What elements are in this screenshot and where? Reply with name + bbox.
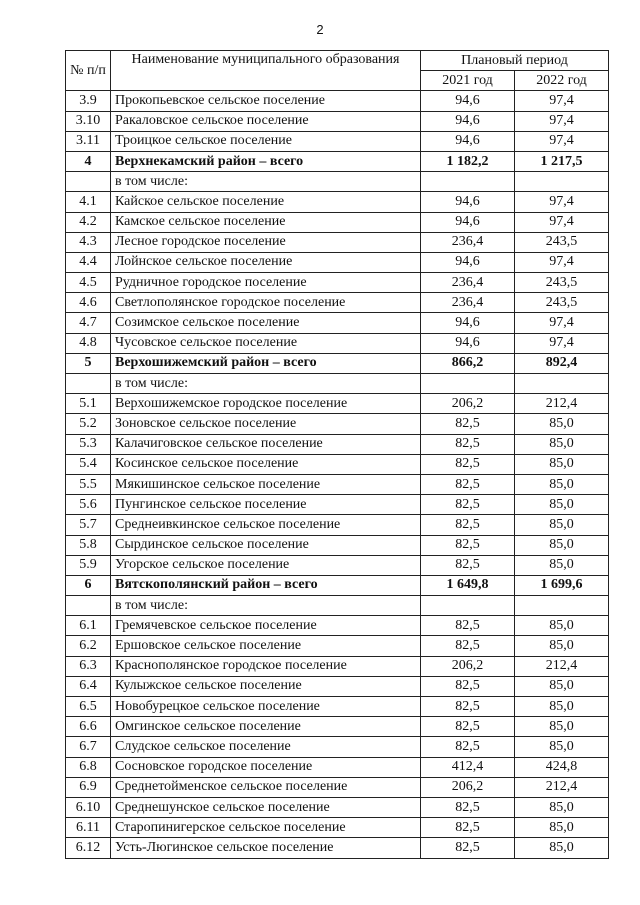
table-row (66, 575, 609, 595)
table-row (66, 515, 609, 535)
row-name: Верхнекамский район – всего (111, 151, 421, 171)
row-name: Верхошижемское городское поселение (111, 394, 421, 414)
row-value-2021: 94,6 (421, 131, 515, 151)
row-value-2022: 243,5 (515, 232, 609, 252)
table-row (66, 616, 609, 636)
table-row (66, 555, 609, 575)
row-value-2021: 206,2 (421, 656, 515, 676)
row-name: Лойнское сельское поселение (111, 252, 421, 272)
row-value-2021 (421, 596, 515, 616)
row-name: Старопинигерское сельское поселение (111, 818, 421, 838)
table-row (66, 111, 609, 131)
table-row (66, 232, 609, 252)
row-number: 6.2 (66, 636, 111, 656)
table-row (66, 818, 609, 838)
row-name: Пунгинское сельское поселение (111, 495, 421, 515)
table-row (66, 252, 609, 272)
row-name: Среднетойменское сельское поселение (111, 777, 421, 797)
row-value-2021: 82,5 (421, 818, 515, 838)
row-value-2022: 97,4 (515, 91, 609, 111)
row-value-2022: 212,4 (515, 656, 609, 676)
row-name: Камское сельское поселение (111, 212, 421, 232)
row-value-2021: 82,5 (421, 474, 515, 494)
row-number (66, 596, 111, 616)
row-name: в том числе: (111, 172, 421, 192)
row-value-2022: 85,0 (515, 414, 609, 434)
row-number: 6.10 (66, 797, 111, 817)
row-name: Усть-Люгинское сельское поселение (111, 838, 421, 858)
table-row (66, 596, 609, 616)
row-number: 4.1 (66, 192, 111, 212)
table-row (66, 374, 609, 394)
row-value-2021: 82,5 (421, 616, 515, 636)
row-name: Угорское сельское поселение (111, 555, 421, 575)
table-row (66, 535, 609, 555)
table-row (66, 212, 609, 232)
row-number: 6 (66, 575, 111, 595)
table-row (66, 697, 609, 717)
row-value-2022: 85,0 (515, 454, 609, 474)
row-number: 4.2 (66, 212, 111, 232)
row-number: 3.10 (66, 111, 111, 131)
header-period: Плановый период (421, 51, 609, 71)
row-value-2021: 236,4 (421, 232, 515, 252)
row-number: 3.11 (66, 131, 111, 151)
row-value-2022 (515, 172, 609, 192)
row-value-2022: 85,0 (515, 838, 609, 858)
table-row (66, 737, 609, 757)
row-number: 6.1 (66, 616, 111, 636)
table-row (66, 434, 609, 454)
row-number: 3.9 (66, 91, 111, 111)
row-value-2022: 85,0 (515, 737, 609, 757)
row-name: Ершовское сельское поселение (111, 636, 421, 656)
row-name: Кулыжское сельское поселение (111, 676, 421, 696)
row-value-2022: 85,0 (515, 616, 609, 636)
table-row (66, 777, 609, 797)
row-value-2022: 892,4 (515, 353, 609, 373)
table-row (66, 414, 609, 434)
row-value-2021: 412,4 (421, 757, 515, 777)
row-value-2021: 82,5 (421, 797, 515, 817)
row-name: Верхошижемский район – всего (111, 353, 421, 373)
row-number: 5 (66, 353, 111, 373)
row-value-2021: 82,5 (421, 434, 515, 454)
row-value-2021: 94,6 (421, 212, 515, 232)
row-name: Слудское сельское поселение (111, 737, 421, 757)
table-row (66, 313, 609, 333)
row-value-2021: 236,4 (421, 273, 515, 293)
header-year-2021: 2021 год (421, 71, 515, 91)
row-value-2021: 82,5 (421, 414, 515, 434)
row-value-2022: 85,0 (515, 636, 609, 656)
table-row (66, 656, 609, 676)
table-row (66, 717, 609, 737)
row-value-2022: 85,0 (515, 717, 609, 737)
row-value-2022: 1 217,5 (515, 151, 609, 171)
row-number: 6.8 (66, 757, 111, 777)
row-name: Омгинское сельское поселение (111, 717, 421, 737)
row-value-2022: 97,4 (515, 313, 609, 333)
row-number: 5.9 (66, 555, 111, 575)
table-row (66, 172, 609, 192)
row-name: Троицкое сельское поселение (111, 131, 421, 151)
row-value-2021: 82,5 (421, 495, 515, 515)
header-name: Наименование муниципального образования (111, 51, 421, 91)
row-name: Мякишинское сельское поселение (111, 474, 421, 494)
row-number: 5.1 (66, 394, 111, 414)
table-row (66, 797, 609, 817)
row-value-2021: 94,6 (421, 192, 515, 212)
table-row (66, 636, 609, 656)
municipal-table (65, 50, 609, 859)
row-value-2021: 1 649,8 (421, 575, 515, 595)
row-value-2022: 85,0 (515, 555, 609, 575)
row-value-2021: 82,5 (421, 838, 515, 858)
page-number: 2 (316, 22, 324, 37)
row-value-2021: 94,6 (421, 313, 515, 333)
row-value-2021: 82,5 (421, 555, 515, 575)
row-number: 4.4 (66, 252, 111, 272)
table-row (66, 394, 609, 414)
row-value-2021: 82,5 (421, 737, 515, 757)
row-name: Ракаловское сельское поселение (111, 111, 421, 131)
row-value-2021: 1 182,2 (421, 151, 515, 171)
row-value-2021 (421, 374, 515, 394)
row-number: 6.9 (66, 777, 111, 797)
row-value-2021: 236,4 (421, 293, 515, 313)
row-value-2022: 97,4 (515, 333, 609, 353)
row-value-2022: 212,4 (515, 394, 609, 414)
row-number: 5.2 (66, 414, 111, 434)
header-year-2022: 2022 год (515, 71, 609, 91)
row-number: 6.5 (66, 697, 111, 717)
row-value-2022: 97,4 (515, 131, 609, 151)
row-number: 5.6 (66, 495, 111, 515)
table-row (66, 131, 609, 151)
row-name: Созимское сельское поселение (111, 313, 421, 333)
row-number: 4.5 (66, 273, 111, 293)
row-value-2022: 212,4 (515, 777, 609, 797)
row-value-2021: 206,2 (421, 777, 515, 797)
row-number: 4 (66, 151, 111, 171)
row-name: Новобурецкое сельское поселение (111, 697, 421, 717)
row-number: 6.4 (66, 676, 111, 696)
table-row (66, 192, 609, 212)
row-number: 5.8 (66, 535, 111, 555)
row-number: 5.5 (66, 474, 111, 494)
row-name: в том числе: (111, 596, 421, 616)
row-name: Чусовское сельское поселение (111, 333, 421, 353)
row-name: Лесное городское поселение (111, 232, 421, 252)
row-value-2022: 97,4 (515, 212, 609, 232)
row-value-2022 (515, 374, 609, 394)
row-value-2022: 424,8 (515, 757, 609, 777)
row-name: Среднешунское сельское поселение (111, 797, 421, 817)
row-name: Сырдинское сельское поселение (111, 535, 421, 555)
row-number: 4.8 (66, 333, 111, 353)
row-number: 6.12 (66, 838, 111, 858)
table-row (66, 293, 609, 313)
row-name: Среднеивкинское сельское поселение (111, 515, 421, 535)
row-name: Гремячевское сельское поселение (111, 616, 421, 636)
row-value-2022: 243,5 (515, 273, 609, 293)
row-number: 6.7 (66, 737, 111, 757)
row-number: 5.3 (66, 434, 111, 454)
row-value-2021: 94,6 (421, 111, 515, 131)
header-number: № п/п (66, 51, 111, 91)
table-row (66, 676, 609, 696)
row-value-2022: 97,4 (515, 111, 609, 131)
row-number: 6.11 (66, 818, 111, 838)
row-number: 5.4 (66, 454, 111, 474)
row-value-2022 (515, 596, 609, 616)
row-value-2022: 85,0 (515, 797, 609, 817)
row-value-2021: 82,5 (421, 697, 515, 717)
row-number (66, 172, 111, 192)
row-number: 4.6 (66, 293, 111, 313)
row-name: в том числе: (111, 374, 421, 394)
row-value-2021: 866,2 (421, 353, 515, 373)
row-value-2022: 97,4 (515, 252, 609, 272)
row-value-2022: 85,0 (515, 535, 609, 555)
row-number: 4.3 (66, 232, 111, 252)
table-row (66, 353, 609, 373)
row-value-2021: 82,5 (421, 535, 515, 555)
row-value-2022: 243,5 (515, 293, 609, 313)
row-value-2022: 85,0 (515, 495, 609, 515)
row-value-2022: 85,0 (515, 697, 609, 717)
table-row (66, 151, 609, 171)
row-number: 5.7 (66, 515, 111, 535)
row-value-2021: 82,5 (421, 515, 515, 535)
row-value-2021 (421, 172, 515, 192)
table-row (66, 273, 609, 293)
row-number: 4.7 (66, 313, 111, 333)
table-body (66, 91, 609, 858)
row-name: Зоновское сельское поселение (111, 414, 421, 434)
row-value-2021: 94,6 (421, 91, 515, 111)
row-name: Косинское сельское поселение (111, 454, 421, 474)
row-value-2022: 85,0 (515, 474, 609, 494)
row-value-2022: 85,0 (515, 676, 609, 696)
row-number (66, 374, 111, 394)
table-row (66, 838, 609, 858)
row-value-2021: 82,5 (421, 676, 515, 696)
row-name: Кайское сельское поселение (111, 192, 421, 212)
row-number: 6.6 (66, 717, 111, 737)
row-value-2022: 1 699,6 (515, 575, 609, 595)
row-value-2022: 85,0 (515, 434, 609, 454)
row-value-2021: 82,5 (421, 454, 515, 474)
table-row (66, 454, 609, 474)
row-value-2022: 85,0 (515, 515, 609, 535)
row-name: Светлополянское городское поселение (111, 293, 421, 313)
table-row (66, 474, 609, 494)
row-value-2021: 82,5 (421, 636, 515, 656)
row-value-2022: 97,4 (515, 192, 609, 212)
table-row (66, 91, 609, 111)
row-name: Калачиговское сельское поселение (111, 434, 421, 454)
row-number: 6.3 (66, 656, 111, 676)
row-name: Краснополянское городское поселение (111, 656, 421, 676)
row-name: Рудничное городское поселение (111, 273, 421, 293)
row-name: Вятскополянский район – всего (111, 575, 421, 595)
table-row (66, 757, 609, 777)
row-name: Сосновское городское поселение (111, 757, 421, 777)
row-name: Прокопьевское сельское поселение (111, 91, 421, 111)
table-row (66, 495, 609, 515)
row-value-2021: 206,2 (421, 394, 515, 414)
row-value-2021: 94,6 (421, 333, 515, 353)
row-value-2021: 94,6 (421, 252, 515, 272)
table-row (66, 333, 609, 353)
row-value-2022: 85,0 (515, 818, 609, 838)
row-value-2021: 82,5 (421, 717, 515, 737)
